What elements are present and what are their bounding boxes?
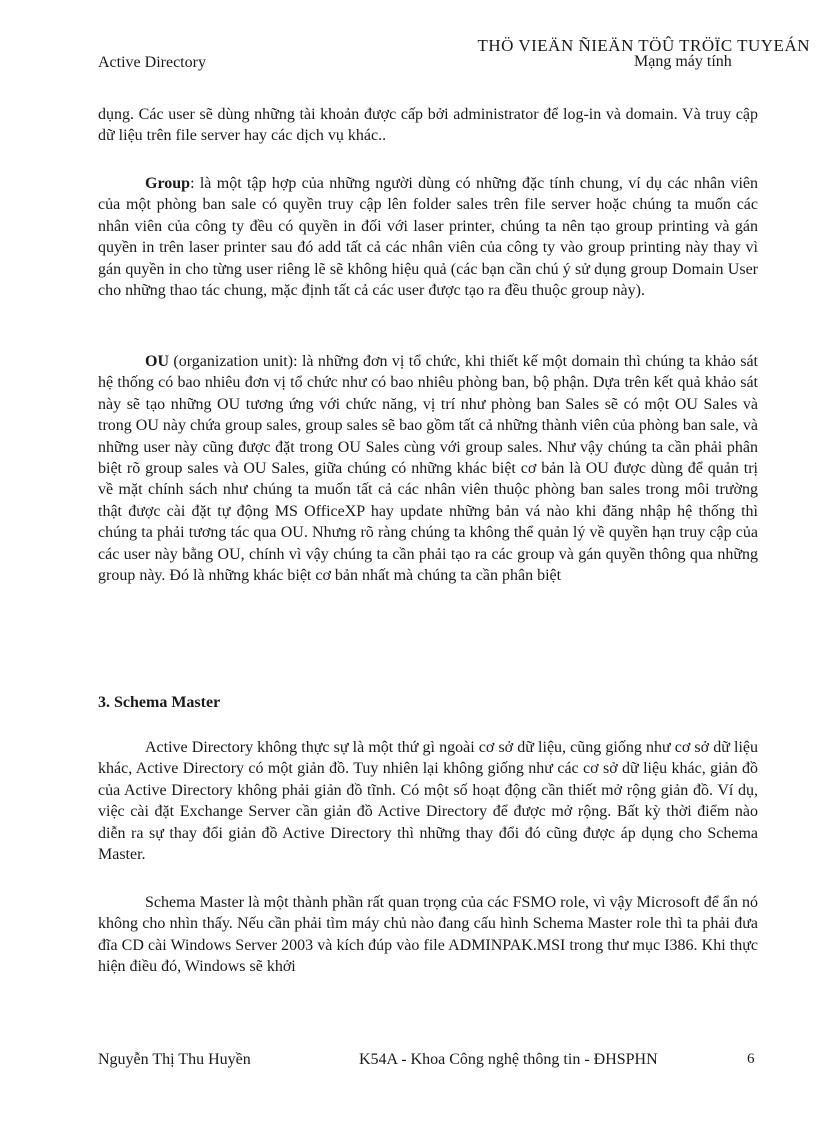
paragraph-intro — [98, 104, 758, 147]
header-title-left: Active Directory — [98, 54, 206, 71]
ou-definition: (organization unit): là những đơn vị tổ chức, khi thiết kế một domain thì chúng ta khảo sát hệ thống có bao nhiêu đơn vị tổ chức như có bao nhiêu phòng ban, bộ phận. Dựa trên kết quả khảo sát này sẽ tạo những OU tương ứng với chức năng, vị trí như phòng ban Sales sẽ có một OU Sales và trong OU này chứa group sales, group sales sẽ bao gồm tất cả những thành viên của phòng ban sale, và những user này cũng được đặt trong OU Sales cùng với group sales. Như vậy chúng ta cần phải phân biệt rõ group sales và OU Sales, giữa chúng có những khác biệt cơ bản là OU được dùng để quản trị về mặt chính sách như chúng ta muốn tất cả các nhân viên thuộc phòng ban sales trong môi trường thật được cài đặt tự động MS OfficeXP hay update những bản vá nào khi đăng nhập hệ thống thì chúng ta phải tương tác qua OU. Nhưng rõ ràng chúng ta không thể quản lý về quyền hạn truy cập của các user này bằng OU, chính vì vậy chúng ta cần phải tạo ra các group và gán quyền thông qua những group này. Đó là những khác biệt cơ bản nhất mà chúng ta cần phân biệt — [98, 353, 758, 585]
paragraph-schema-intro — [98, 737, 758, 865]
term-ou: OU — [145, 353, 169, 370]
paragraph-intro-text: dụng. Các user sẽ dùng những tài khoản được cấp bởi administrator để log-in và domain. Và truy cập dữ liệu trên file server hay các dịch vụ khác.. — [98, 106, 758, 145]
term-group: Group — [145, 175, 191, 192]
paragraph-group — [98, 173, 758, 301]
paragraph-schema-role-text: Schema Master là một thành phần rất quan trọng của các FSMO role, vì vậy Microsoft để ẩn nó không cho nhìn thấy. Nếu cần phải tìm máy chủ nào đang cấu hình Schema Master role thì ta phải đưa đĩa CD cài Windows Server 2003 và kích đúp vào file ADMINPAK.MSI trong thư mục I386. Khi thực hiện điều đó, Windows sẽ khởi — [98, 894, 758, 976]
page-number: 6 — [747, 1051, 755, 1067]
paragraph-ou — [98, 351, 758, 586]
paragraph-group-text — [98, 173, 758, 301]
footer-department: K54A - Khoa Công nghệ thông tin - ĐHSPHN — [359, 1051, 658, 1068]
group-definition: : là một tập hợp của những người dùng có những đặc tính chung, ví dụ các nhân viên của một phòng ban sale có quyền truy cập lên folder sales trên file server hoặc chúng ta muốn các nhân viên của công ty đều có quyền in đối với laser printer, chúng ta nên tạo group printing và gán quyền in trên laser printer sau đó add tất cả các nhân viên của công ty vào group printing này thay vì gán quyền in cho từng user riêng lẽ sẽ không hiệu quả (các bạn cần chú ý sử dụng group Domain User cho những thao tác chung, mặc định tất cả các user được tạo ra đều thuộc group này). — [98, 175, 758, 300]
section-heading-schema-master: 3. Schema Master — [98, 694, 221, 711]
library-watermark: THÖ VIEÄN ÑIEÄN TÖÛ TRÖÏC TUYEÁN — [477, 36, 810, 55]
footer-author: Nguyễn Thị Thu Huyền — [98, 1051, 251, 1068]
header-title-right: Mạng máy tính — [634, 53, 732, 70]
paragraph-schema-intro-text: Active Directory không thực sự là một thứ gì ngoài cơ sở dữ liệu, cũng giống như cơ sở dữ liệu khác, Active Directory có một giản đồ. Tuy nhiên lại không giống như các cơ sở dữ liệu khác, giản đồ của Active Directory không phải giản đồ tĩnh. Có một số hoạt động cần thiết mở rộng giản đồ. Ví dụ, việc cài đặt Exchange Server cần giản đồ Active Directory để được mở rộng. Bất kỳ thời điểm nào diễn ra sự thay đổi giản đồ Active Directory thì những thay đổi đó cũng được áp dụng cho Schema Master. — [98, 739, 758, 864]
paragraph-schema-role — [98, 892, 758, 978]
paragraph-ou-text — [98, 351, 758, 586]
